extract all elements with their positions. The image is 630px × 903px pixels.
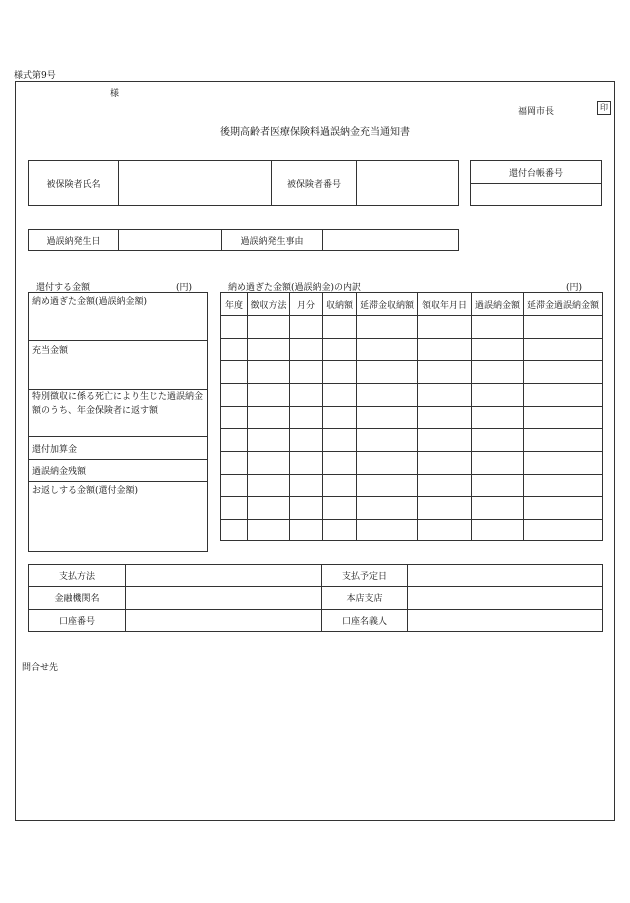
refund-row-applied: 充当金額 <box>29 341 208 390</box>
occurrence-date-value <box>119 230 222 251</box>
breakdown-cell <box>221 519 248 540</box>
account-number-value <box>126 609 322 631</box>
breakdown-cell <box>323 429 357 452</box>
breakdown-cell <box>418 383 472 406</box>
breakdown-cell <box>248 497 290 520</box>
breakdown-cell <box>357 361 418 384</box>
breakdown-cell <box>472 519 524 540</box>
payment-table <box>28 564 603 632</box>
ledger-number-value <box>471 184 602 206</box>
branch-label: 本店支店 <box>322 587 408 609</box>
breakdown-cell <box>221 406 248 429</box>
breakdown-cell <box>524 429 603 452</box>
breakdown-cell <box>323 316 357 339</box>
breakdown-cell <box>221 338 248 361</box>
breakdown-row <box>221 406 603 429</box>
refund-header: 還付する金額 <box>36 283 91 293</box>
breakdown-cell <box>524 451 603 474</box>
breakdown-cell <box>323 383 357 406</box>
breakdown-cell <box>472 383 524 406</box>
seal-box: 印 <box>597 101 611 115</box>
form-number: 様式第9号 <box>14 71 56 81</box>
breakdown-table <box>220 292 603 541</box>
breakdown-col-received: 収納額 <box>323 293 357 316</box>
breakdown-cell <box>221 361 248 384</box>
breakdown-cell <box>357 338 418 361</box>
refund-row-returned: お返しする金額(還付金額) <box>29 482 208 552</box>
breakdown-cell <box>418 361 472 384</box>
breakdown-cell <box>290 519 323 540</box>
breakdown-cell <box>472 497 524 520</box>
breakdown-cell <box>248 429 290 452</box>
breakdown-header: 納め過ぎた金額(過誤納金)の内訳 <box>228 283 362 293</box>
breakdown-cell <box>290 451 323 474</box>
breakdown-col-late-received: 延滞金収納額 <box>357 293 418 316</box>
breakdown-cell <box>290 361 323 384</box>
breakdown-row <box>221 383 603 406</box>
breakdown-col-year: 年度 <box>221 293 248 316</box>
breakdown-cell <box>221 451 248 474</box>
breakdown-cell <box>248 406 290 429</box>
ledger-table <box>470 160 602 206</box>
insured-name-label: 被保険者氏名 <box>29 161 119 206</box>
breakdown-cell <box>472 361 524 384</box>
breakdown-cell <box>418 429 472 452</box>
addressee-suffix: 様 <box>110 89 120 99</box>
breakdown-cell <box>221 383 248 406</box>
breakdown-cell <box>418 497 472 520</box>
insured-number-label: 被保険者番号 <box>272 161 357 206</box>
insured-number-value <box>357 161 459 206</box>
breakdown-col-receipt-date: 領収年月日 <box>418 293 472 316</box>
breakdown-cell <box>357 429 418 452</box>
breakdown-cell <box>323 497 357 520</box>
breakdown-cell <box>472 451 524 474</box>
bank-name-value <box>126 587 322 609</box>
breakdown-row <box>221 497 603 520</box>
breakdown-cell <box>290 474 323 497</box>
occurrence-table <box>28 229 459 251</box>
refund-row-remaining: 過誤納金残額 <box>29 460 208 482</box>
breakdown-cell <box>524 474 603 497</box>
breakdown-cell <box>524 519 603 540</box>
breakdown-cell <box>357 519 418 540</box>
document-title: 後期高齢者医療保険料過誤納金充当通知書 <box>220 127 410 138</box>
refund-table <box>28 292 208 552</box>
ledger-number-label: 還付台帳番号 <box>471 161 602 184</box>
account-number-label: 口座番号 <box>29 609 126 631</box>
breakdown-cell <box>472 429 524 452</box>
breakdown-cell <box>357 316 418 339</box>
breakdown-cell <box>290 383 323 406</box>
breakdown-cell <box>472 316 524 339</box>
breakdown-cell <box>357 451 418 474</box>
refund-row-pension-return: 特別徴収に係る死亡により生じた過誤納金額のうち、年金保険者に返す額 <box>29 390 208 437</box>
refund-unit: (円) <box>176 283 193 293</box>
breakdown-cell <box>472 406 524 429</box>
breakdown-cell <box>323 519 357 540</box>
occurrence-reason-label: 過誤納発生事由 <box>222 230 323 251</box>
breakdown-cell <box>248 519 290 540</box>
breakdown-cell <box>323 406 357 429</box>
breakdown-cell <box>248 361 290 384</box>
breakdown-cell <box>290 406 323 429</box>
breakdown-body <box>221 316 603 541</box>
breakdown-cell <box>472 338 524 361</box>
breakdown-row <box>221 474 603 497</box>
breakdown-cell <box>248 383 290 406</box>
account-holder-value <box>408 609 603 631</box>
breakdown-row <box>221 361 603 384</box>
breakdown-row <box>221 429 603 452</box>
issuer-name: 福岡市長 <box>518 107 555 117</box>
breakdown-cell <box>418 316 472 339</box>
breakdown-row <box>221 316 603 339</box>
payment-method-label: 支払方法 <box>29 565 126 587</box>
branch-value <box>408 587 603 609</box>
breakdown-unit: (円) <box>566 283 583 293</box>
breakdown-row <box>221 338 603 361</box>
breakdown-cell <box>290 497 323 520</box>
breakdown-cell <box>524 361 603 384</box>
payment-method-value <box>126 565 322 587</box>
breakdown-cell <box>418 519 472 540</box>
breakdown-col-month: 月分 <box>290 293 323 316</box>
breakdown-cell <box>357 497 418 520</box>
payment-date-value <box>408 565 603 587</box>
refund-row-additional: 還付加算金 <box>29 437 208 460</box>
breakdown-cell <box>248 451 290 474</box>
breakdown-cell <box>524 497 603 520</box>
breakdown-cell <box>290 429 323 452</box>
breakdown-cell <box>221 316 248 339</box>
breakdown-cell <box>248 474 290 497</box>
breakdown-cell <box>221 497 248 520</box>
breakdown-col-late-overpaid: 延滞金過誤納金額 <box>524 293 603 316</box>
breakdown-cell <box>323 451 357 474</box>
breakdown-cell <box>290 338 323 361</box>
inquiry-label: 問合せ先 <box>22 663 59 673</box>
breakdown-cell <box>472 474 524 497</box>
breakdown-col-overpaid: 過誤納金額 <box>472 293 524 316</box>
insured-info-table <box>28 160 459 206</box>
insured-name-value <box>119 161 272 206</box>
breakdown-cell <box>221 429 248 452</box>
breakdown-cell <box>290 316 323 339</box>
breakdown-row <box>221 451 603 474</box>
breakdown-cell <box>357 406 418 429</box>
payment-date-label: 支払予定日 <box>322 565 408 587</box>
occurrence-date-label: 過誤納発生日 <box>29 230 119 251</box>
breakdown-cell <box>221 474 248 497</box>
breakdown-cell <box>323 361 357 384</box>
breakdown-cell <box>357 383 418 406</box>
breakdown-cell <box>357 474 418 497</box>
breakdown-cell <box>418 451 472 474</box>
breakdown-col-method: 徴収方法 <box>248 293 290 316</box>
breakdown-cell <box>248 316 290 339</box>
breakdown-cell <box>323 474 357 497</box>
bank-name-label: 金融機関名 <box>29 587 126 609</box>
occurrence-reason-value <box>323 230 459 251</box>
refund-row-overpaid: 納め過ぎた金額(過誤納金額) <box>29 293 208 341</box>
breakdown-cell <box>418 406 472 429</box>
breakdown-cell <box>418 338 472 361</box>
account-holder-label: 口座名義人 <box>322 609 408 631</box>
breakdown-row <box>221 519 603 540</box>
breakdown-cell <box>248 338 290 361</box>
breakdown-cell <box>418 474 472 497</box>
breakdown-cell <box>524 406 603 429</box>
breakdown-cell <box>524 316 603 339</box>
breakdown-cell <box>524 338 603 361</box>
breakdown-cell <box>524 383 603 406</box>
breakdown-cell <box>323 338 357 361</box>
